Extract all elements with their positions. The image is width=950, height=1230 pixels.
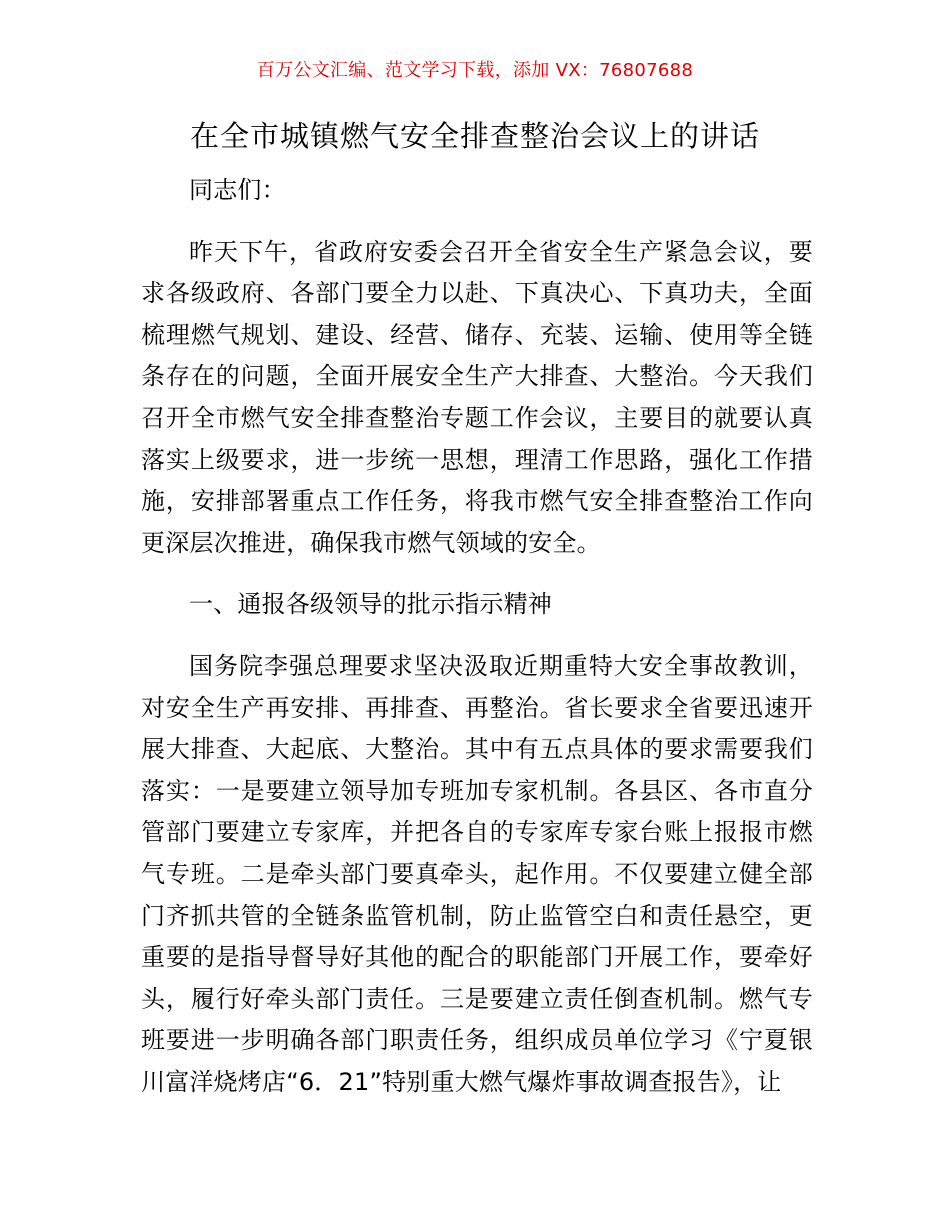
paragraph-1: 昨天下午，省政府安委会召开全省安全生产紧急会议，要求各级政府、各部门要全力以赴、下真决心、下真功夫，全面梳理燃气规划、建设、经营、储存、充装、运输、使用等全链条存在的问题，全面开展安全生产大排查、大整治。今天我们召开全市燃气安全排查整治专题工作会议，主要目的就要认真落实上级要求，进一步统一思想，理清工作思路，强化工作措施，安排部署重点工作任务，将我市燃气安全排查整治工作向更深层次推进，确保我市燃气领域的安全。 — [141, 237, 813, 557]
document-body — [141, 170, 813, 1103]
paragraph-2: 国务院李强总理要求坚决汲取近期重特大安全事故教训，对安全生产再安排、再排查、再整治。省长要求全省要迅速开展大排查、大起底、大整治。其中有五点具体的要求需要我们落实：一是要建立领导加专班加专家机制。各县区、各市直分管部门要建立专家库，并把各自的专家库专家台账上报报市燃气专班。二是牵头部门要真牵头，起作用。不仅要建立健全部门齐抓共管的全链条监管机制，防止监管空白和责任悬空，更重要的是指导督导好其他的配合的职能部门开展工作，要牵好头，履行好牵头部门责任。三是要建立责任倒查机制。燃气专班要进一步明确各部门职责任务，组织成员单位学习《宁夏银川富洋烧烤店“6．21”特别重大燃气爆炸事故调查报告》，让 — [141, 651, 813, 1096]
header-watermark-note: 百万公文汇编、范文学习下载，添加 VX：76807688 — [256, 60, 694, 81]
document-title: 在全市城镇燃气安全排查整治会议上的讲话 — [189, 119, 760, 153]
greeting-line: 同志们： — [189, 176, 286, 204]
section-1-heading: 一、通报各级领导的批示指示精神 — [189, 590, 552, 619]
